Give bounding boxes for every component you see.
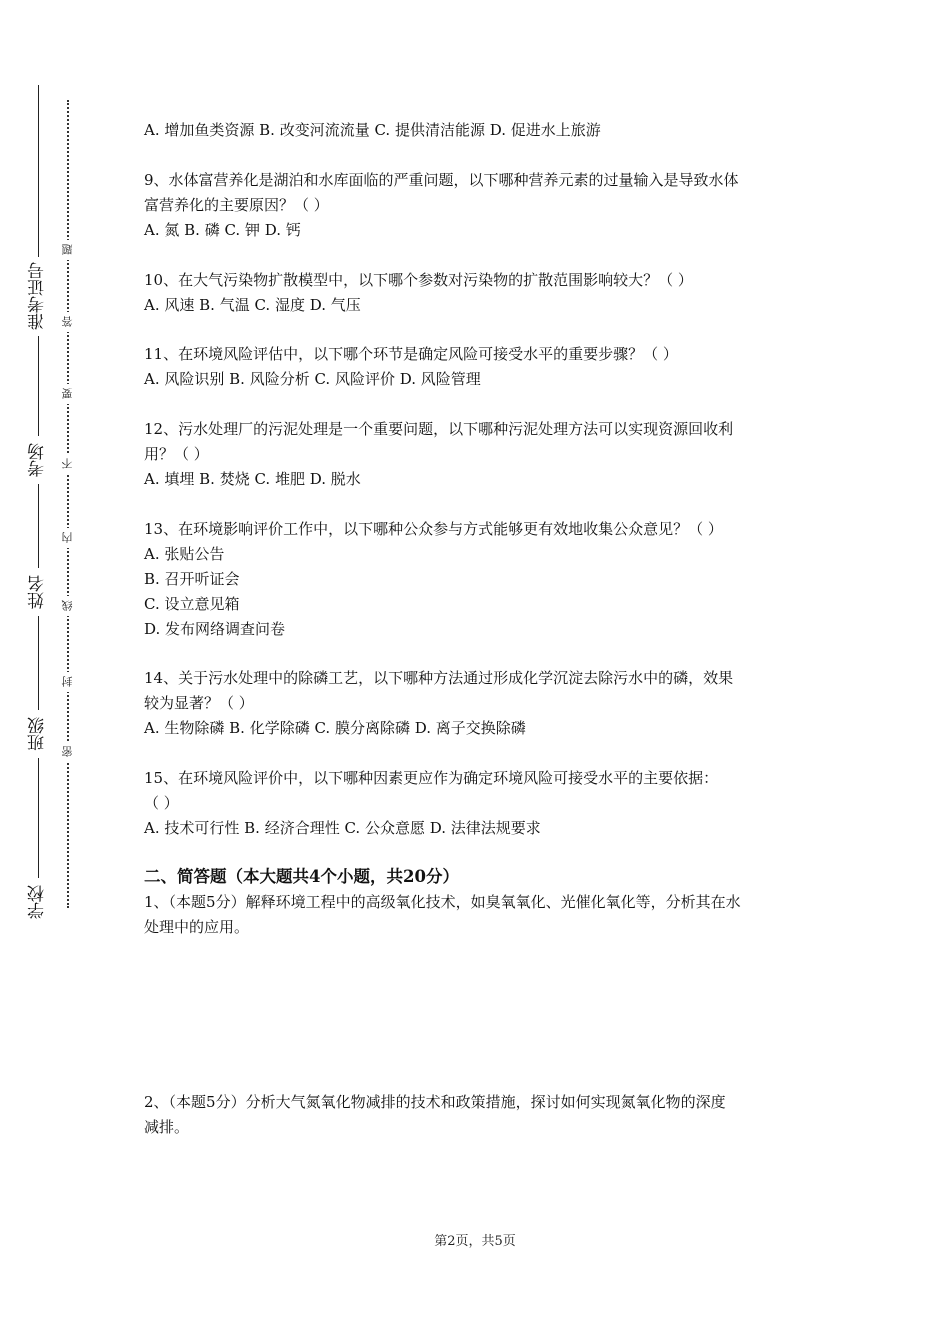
exam-id-label: 准考证号 [28,262,48,330]
name-blank [38,484,39,568]
essay-q2-line2: 减排。 [144,1118,190,1136]
class-blank [38,616,39,710]
q11-options: A. 风险识别 B. 风险分析 C. 风险评价 D. 风险管理 [144,370,481,388]
q13-stem: 13、在环境影响评价工作中，以下哪种公众参与方式能够更有效地收集公众意见？（ ） [144,520,723,538]
q15-options: A. 技术可行性 B. 经济合理性 C. 公众意愿 D. 法律法规要求 [144,819,541,837]
q12-stem-line1: 12、污水处理厂的污泥处理是一个重要问题，以下哪种污泥处理方法可以实现资源回收利 [144,420,734,438]
seal-dotted-line [67,100,69,908]
section2-title: 二、简答题（本大题共4个小题，共20分） [144,867,459,886]
seal-char: 题 [58,240,78,260]
q11-stem: 11、在环境风险评估中，以下哪个环节是确定风险可接受水平的重要步骤？（ ） [144,345,678,363]
seal-char: 密 [58,742,78,762]
q14-stem-line1: 14、关于污水处理中的除磷工艺，以下哪种方法通过形成化学沉淀去除污水中的磷，效果 [144,669,734,687]
seal-char: 要 [58,384,78,404]
q13-option-a: A. 张贴公告 [144,545,225,563]
seal-char: 不 [58,454,78,474]
class-label: 班级 [28,717,48,751]
seal-char: 线 [58,596,78,616]
school-blank [38,758,39,878]
essay-q2-line1: 2、（本题5分）分析大气氮氧化物减排的技术和政策措施，探讨如何实现氮氧化物的深度 [144,1093,726,1111]
essay-q1-line1: 1、（本题5分）解释环境工程中的高级氧化技术，如臭氧氧化、光催化氧化等，分析其在水 [144,893,741,911]
page-footer: 第2页，共5页 [434,1234,516,1249]
q14-stem-line2: 较为显著？（ ） [144,694,254,712]
q9-options: A. 氮 B. 磷 C. 钾 D. 钙 [144,221,301,239]
seal-char: 封 [58,672,78,692]
q8-options: A. 增加鱼类资源 B. 改变河流流量 C. 提供清洁能源 D. 促进水上旅游 [144,121,601,139]
q13-option-b: B. 召开听证会 [144,570,240,588]
q9-stem-line1: 9、水体富营养化是湖泊和水库面临的严重问题，以下哪种营养元素的过量输入是导致水体 [144,171,739,189]
room-blank [38,336,39,436]
q9-stem-line2: 富营养化的主要原因？（ ） [144,196,329,214]
q10-options: A. 风速 B. 气温 C. 湿度 D. 气压 [144,296,361,314]
q13-option-d: D. 发布网络调查问卷 [144,620,286,638]
name-label: 姓名 [28,575,48,609]
seal-char: 内 [58,528,78,548]
q12-options: A. 填埋 B. 焚烧 C. 堆肥 D. 脱水 [144,470,361,488]
binding-margin [0,0,120,1344]
room-label: 考场 [28,443,48,477]
q14-options: A. 生物除磷 B. 化学除磷 C. 膜分离除磷 D. 离子交换除磷 [144,719,526,737]
seal-char: 答 [58,312,78,332]
exam-id-blank [38,85,39,257]
q10-stem: 10、在大气污染物扩散模型中，以下哪个参数对污染物的扩散范围影响较大？（ ） [144,271,693,289]
essay-q1-line2: 处理中的应用。 [144,918,250,936]
school-label: 学校 [28,885,48,919]
q12-stem-line2: 用？（ ） [144,445,209,463]
q15-stem-line2: （ ） [144,794,179,812]
q15-stem-line1: 15、在环境风险评价中，以下哪种因素更应作为确定环境风险可接受水平的主要依据： [144,769,719,787]
q13-option-c: C. 设立意见箱 [144,595,240,613]
